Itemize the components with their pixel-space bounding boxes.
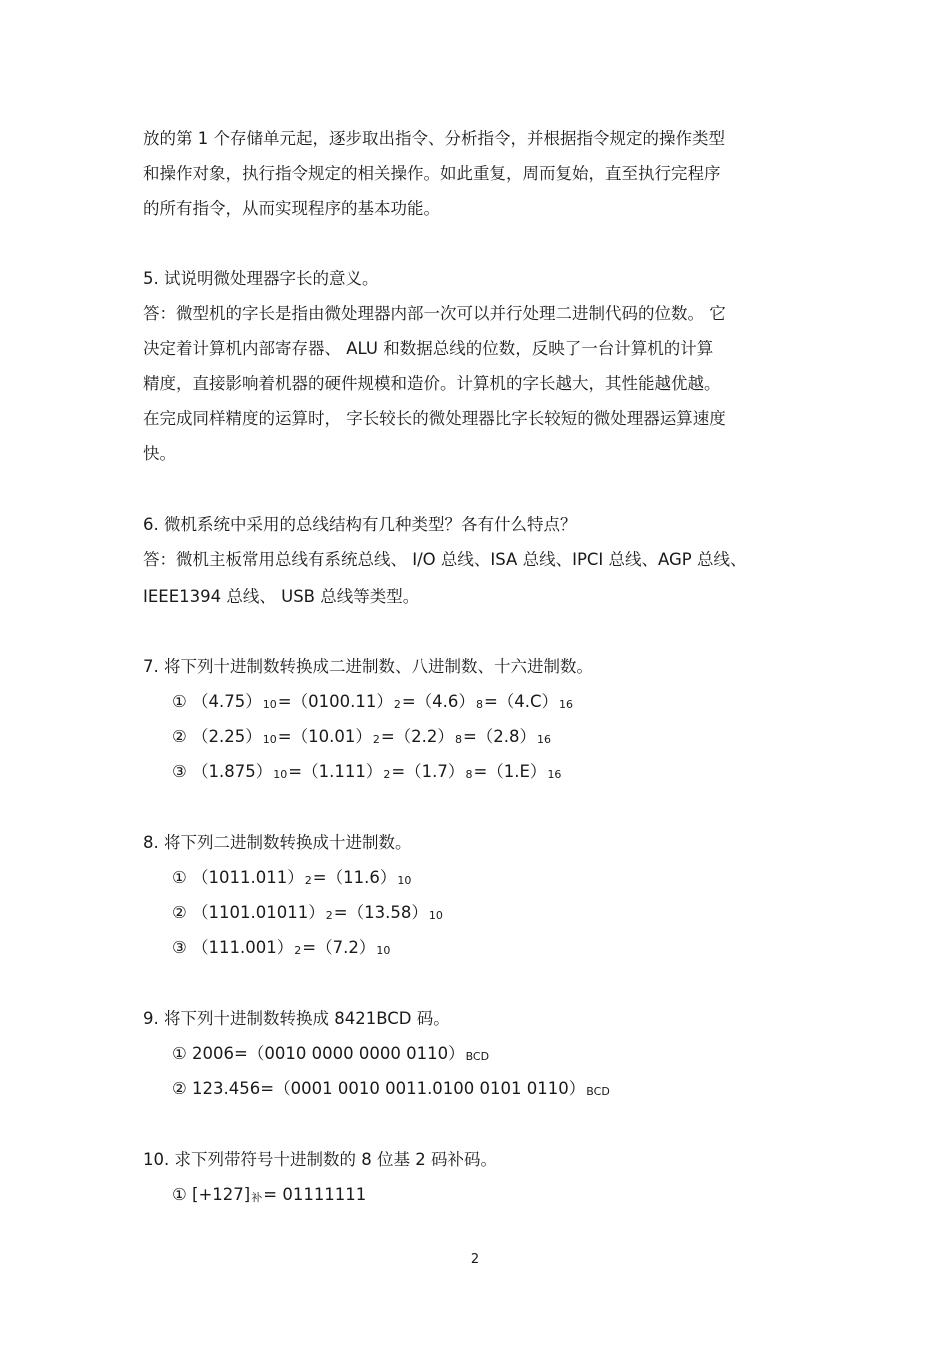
item-marker: ② bbox=[172, 1079, 187, 1098]
q10-question: 10. 求下列带符号十进制数的 8 位基 2 码补码。 bbox=[143, 1150, 497, 1169]
expr-part: =（2.2） bbox=[380, 727, 454, 746]
item-marker: ① bbox=[172, 1044, 187, 1063]
q6-question: 6. 微机系统中采用的总线结构有几种类型？各有什么特点？ bbox=[143, 515, 577, 534]
expr-part: （4.75） bbox=[192, 692, 262, 711]
base-subscript: 2 bbox=[294, 944, 302, 957]
q5-answer-line-5: 快。 bbox=[143, 444, 176, 463]
base-subscript: 2 bbox=[304, 874, 312, 887]
expr-part: =（1.111） bbox=[288, 762, 383, 781]
q9-item-1 bbox=[172, 1043, 490, 1067]
intro-line-1: 放的第 1 个存储单元起，逐步取出指令、分析指令，并根据指令规定的操作类型 bbox=[143, 129, 725, 148]
expr-part: =（4.C） bbox=[483, 692, 559, 711]
item-marker: ① bbox=[172, 1185, 187, 1204]
q5-answer-line-1: 答：微型机的字长是指由微处理器内部一次可以并行处理二进制代码的位数。 它 bbox=[143, 304, 726, 323]
expr-part: =（7.2） bbox=[302, 938, 376, 957]
item-marker: ② bbox=[172, 903, 187, 922]
q6-answer-line-2: IEEE1394 总线、 USB 总线等类型。 bbox=[143, 587, 420, 606]
base-subscript: 2 bbox=[325, 909, 333, 922]
base-subscript: BCD bbox=[465, 1050, 490, 1063]
base-subscript: 2 bbox=[393, 698, 401, 711]
q7-item-1 bbox=[172, 691, 574, 715]
q5-question: 5. 试说明微处理器字长的意义。 bbox=[143, 269, 379, 288]
page-number: 2 bbox=[470, 1252, 480, 1267]
q7-question: 7. 将下列十进制数转换成二进制数、八进制数、十六进制数。 bbox=[143, 657, 593, 676]
expr-part: （1.875） bbox=[192, 762, 273, 781]
expr-part: = 01111111 bbox=[263, 1185, 367, 1204]
intro-line-3: 的所有指令，从而实现程序的基本功能。 bbox=[143, 199, 440, 218]
base-subscript: 10 bbox=[376, 944, 391, 957]
item-marker: ① bbox=[172, 692, 187, 711]
base-subscript: 16 bbox=[537, 733, 552, 746]
intro-line-2: 和操作对象，执行指令规定的相关操作。如此重复，周而复始，直至执行完程序 bbox=[143, 164, 721, 183]
expr-part: 2006=（0010 0000 0000 0110） bbox=[192, 1044, 465, 1063]
base-subscript: 8 bbox=[475, 698, 483, 711]
expr-part: =（13.58） bbox=[333, 903, 428, 922]
expr-part: =（10.01） bbox=[277, 727, 372, 746]
base-subscript: 2 bbox=[372, 733, 380, 746]
q10-item-1 bbox=[172, 1184, 366, 1208]
expr-part: =（11.6） bbox=[312, 868, 397, 887]
item-marker: ② bbox=[172, 727, 187, 746]
q6-answer-line-1: 答：微机主板常用总线有系统总线、 I/O 总线、ISA 总线、IPCI 总线、AGP 总线、 bbox=[143, 550, 747, 569]
expr-part: =（4.6） bbox=[401, 692, 475, 711]
base-subscript: 10 bbox=[397, 874, 412, 887]
expr-part: [+127] bbox=[192, 1185, 251, 1204]
complement-subscript: 补 bbox=[251, 1191, 263, 1204]
q5-answer-line-4: 在完成同样精度的运算时， 字长较长的微处理器比字长较短的微处理器运算速度 bbox=[143, 409, 726, 428]
base-subscript: 10 bbox=[262, 733, 277, 746]
expr-part: 123.456=（0001 0010 0011.0100 0101 0110） bbox=[192, 1079, 586, 1098]
q7-item-3 bbox=[172, 761, 562, 785]
q9-question: 9. 将下列十进制数转换成 8421BCD 码。 bbox=[143, 1009, 450, 1028]
base-subscript: 8 bbox=[465, 768, 473, 781]
expr-part: （1011.011） bbox=[192, 868, 304, 887]
item-marker: ③ bbox=[172, 762, 187, 781]
expr-part: =（1.E） bbox=[473, 762, 547, 781]
q8-item-2 bbox=[172, 902, 444, 926]
base-subscript: 10 bbox=[273, 768, 288, 781]
q8-question: 8. 将下列二进制数转换成十进制数。 bbox=[143, 833, 412, 852]
item-marker: ① bbox=[172, 868, 187, 887]
expr-part: =（1.7） bbox=[391, 762, 465, 781]
base-subscript: 10 bbox=[262, 698, 277, 711]
expr-part: （111.001） bbox=[192, 938, 294, 957]
base-subscript: 8 bbox=[454, 733, 462, 746]
q9-item-2 bbox=[172, 1078, 611, 1102]
expr-part: （1101.01011） bbox=[192, 903, 325, 922]
base-subscript: 2 bbox=[383, 768, 391, 781]
base-subscript: 10 bbox=[428, 909, 443, 922]
item-marker: ③ bbox=[172, 938, 187, 957]
base-subscript: BCD bbox=[586, 1085, 610, 1098]
expr-part: =（2.8） bbox=[462, 727, 537, 746]
expr-part: =（0100.11） bbox=[277, 692, 393, 711]
q8-item-1 bbox=[172, 867, 412, 891]
expr-part: （2.25） bbox=[192, 727, 262, 746]
q8-item-3 bbox=[172, 937, 391, 961]
q5-answer-line-3: 精度，直接影响着机器的硬件规模和造价。计算机的字长越大，其性能越优越。 bbox=[143, 374, 721, 393]
q5-answer-line-2: 决定着计算机内部寄存器、 ALU 和数据总线的位数，反映了一台计算机的计算 bbox=[143, 339, 714, 358]
base-subscript: 16 bbox=[547, 768, 562, 781]
q7-item-2 bbox=[172, 726, 552, 750]
base-subscript: 16 bbox=[559, 698, 574, 711]
